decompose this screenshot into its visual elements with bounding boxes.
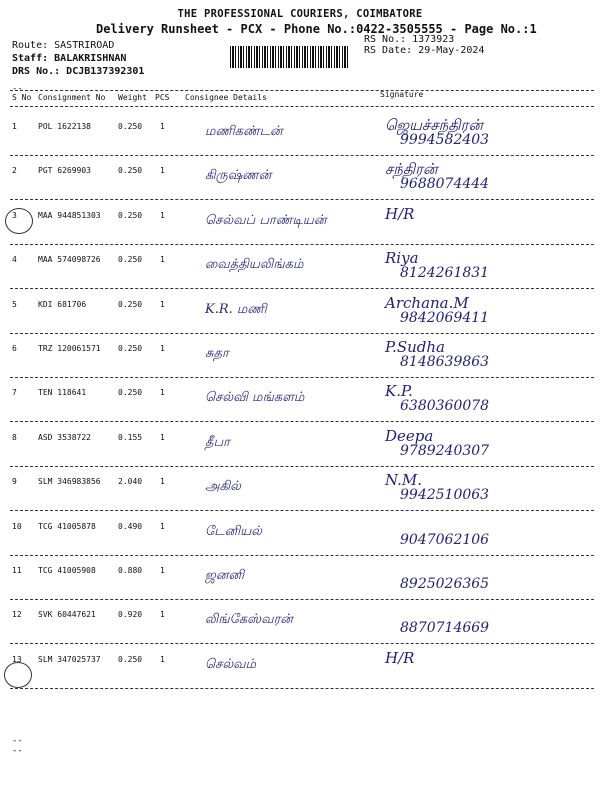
row-pcs: 1 [160,300,165,309]
barcode-image [230,46,350,68]
row-signature-name: Deepa [385,427,434,445]
row-separator [10,466,594,467]
rs-number: RS No.: 1373923 [364,34,455,45]
row-signature-phone: 8148639863 [400,354,490,370]
row-consignee-handwritten: ஜனனி [205,568,244,583]
row-signature-name: K.P. [385,382,413,400]
row-pcs: 1 [160,166,165,175]
row-signature-name: ஜெயச்சந்திரன் [385,116,483,134]
row-pcs: 1 [160,211,165,220]
row-weight: 0.920 [118,610,143,619]
row-weight: 0.250 [118,211,143,220]
row-consignment-no: PGT 6269903 [38,166,91,175]
row-sno: 9 [12,477,17,486]
row-consignee-handwritten: கிருஷ்ணன் [205,168,272,183]
row-pcs: 1 [160,122,165,131]
row-pcs: 1 [160,388,165,397]
row-pcs: 1 [160,655,165,664]
row-consignment-no: MAA 574098726 [38,255,101,264]
row-signature-phone: 9842069411 [400,310,490,326]
row-consignee-handwritten: சுதா [205,346,229,361]
row-sno: 7 [12,388,17,397]
row-signature-phone: 6380360078 [400,398,490,414]
row-consignee-handwritten: வைத்தியலிங்கம் [205,257,304,272]
company-name: THE PROFESSIONAL COURIERS, COIMBATORE [177,8,423,20]
row-consignee-handwritten: செல்வப் பாண்டியன் [205,213,327,228]
rs-date: RS Date: 29-May-2024 [364,45,485,56]
row-weight: 0.880 [118,566,143,575]
row-signature-name: சந்திரன் [385,160,438,178]
row-weight: 0.490 [118,522,143,531]
row-signature-phone: 8124261831 [400,265,490,281]
row-consignment-no: KDI 681706 [38,300,87,309]
row-sno: 2 [12,166,17,175]
row-pcs: 1 [160,610,165,619]
row-separator [10,555,594,556]
row-separator [10,599,594,600]
row-sno: 6 [12,344,17,353]
row-consignment-no: TCG 41005878 [38,522,96,531]
row-signature-phone: 9047062106 [400,532,490,548]
col-header-signature: Signature [380,90,424,99]
row-consignment-no: TRZ 120061571 [38,344,101,353]
row-pcs: 1 [160,522,165,531]
hand-circle-mark [4,662,32,688]
row-signature-phone: 9994582403 [400,132,490,148]
row-sno: 10 [12,522,22,531]
row-signature-phone: 9942510063 [400,487,490,503]
row-separator [10,155,594,156]
col-header-sno: S No [12,93,32,102]
row-signature-name: Archana.M [385,294,469,312]
separator-marks: -- [12,736,23,746]
row-signature-name: N.M. [385,471,423,489]
row-signature-name: H/R [385,649,415,667]
row-consignment-no: TCG 41005908 [38,566,96,575]
separator-marks: -- [12,746,23,756]
row-weight: 0.250 [118,255,143,264]
row-weight: 2.040 [118,477,143,486]
row-consignment-no: ASD 3538722 [38,433,91,442]
row-signature-phone: 8870714669 [400,620,490,636]
row-signature-name: Riya [385,249,419,267]
header-bottom-rule [10,106,594,107]
row-consignee-handwritten: டேனியல் [205,524,263,539]
row-separator [10,643,594,644]
row-sno: 3 [12,211,17,220]
row-pcs: 1 [160,477,165,486]
row-consignee-handwritten: செல்வம் [205,657,257,672]
row-weight: 0.250 [118,166,143,175]
header-top-rule [10,90,594,91]
row-pcs: 1 [160,255,165,264]
row-separator [10,421,594,422]
col-header-consignee: Consignee Details [185,93,267,102]
row-weight: 0.250 [118,655,143,664]
row-separator [10,288,594,289]
row-consignment-no: MAA 944851303 [38,211,101,220]
col-header-pcs: PCS [155,93,170,102]
runsheet-title: Delivery Runsheet - PCX - Phone No.:0422-3505555 - Page No.:1 [96,22,537,36]
row-separator [10,333,594,334]
row-consignment-no: TEN 118641 [38,388,87,397]
row-separator [10,510,594,511]
hand-circle-mark [5,208,33,234]
col-header-consignment: Consignment No [38,93,106,102]
row-signature-phone: 9688074444 [400,176,490,192]
row-signature-phone: 9789240307 [400,443,490,459]
row-separator [10,244,594,245]
separator-marks: -- [12,84,23,94]
row-sno: 11 [12,566,22,575]
row-signature-name: H/R [385,205,415,223]
row-separator [10,199,594,200]
row-separator [10,377,594,378]
row-consignee-handwritten: K.R. மணி [205,302,267,317]
row-separator [10,688,594,689]
row-consignment-no: SLM 346983856 [38,477,101,486]
row-weight: 0.155 [118,433,143,442]
route-label: Route: SASTRIROAD [12,40,115,51]
row-consignment-no: SVK 60447621 [38,610,96,619]
staff-label: Staff: BALAKRISHNAN [12,53,127,64]
row-weight: 0.250 [118,122,143,131]
row-sno: 8 [12,433,17,442]
row-consignment-no: POL 1622138 [38,122,91,131]
row-weight: 0.250 [118,388,143,397]
row-sno: 13 [12,655,22,664]
row-consignee-handwritten: செல்வி மங்களம் [205,390,305,405]
row-sno: 12 [12,610,22,619]
row-consignee-handwritten: மணிகண்டன் [205,124,283,139]
row-signature-name: P.Sudha [385,338,445,356]
row-pcs: 1 [160,433,165,442]
row-signature-phone: 8925026365 [400,576,490,592]
row-consignee-handwritten: அகில் [205,479,241,494]
row-weight: 0.250 [118,344,143,353]
drs-number: DRS No.: DCJB137392301 [12,66,145,77]
row-consignee-handwritten: தீபா [205,435,230,450]
row-pcs: 1 [160,344,165,353]
row-sno: 4 [12,255,17,264]
col-header-weight: Weight [118,93,147,102]
row-sno: 5 [12,300,17,309]
row-pcs: 1 [160,566,165,575]
row-consignee-handwritten: லிங்கேஸ்வரன் [205,612,293,627]
row-sno: 1 [12,122,17,131]
row-consignment-no: SLM 347025737 [38,655,101,664]
row-weight: 0.250 [118,300,143,309]
